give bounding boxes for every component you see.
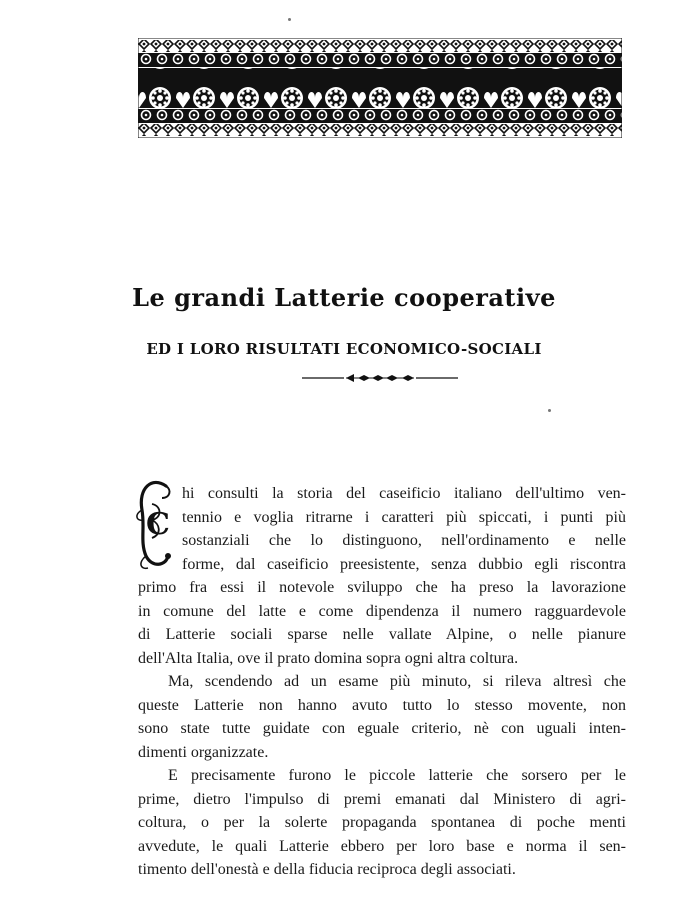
print-speck [288,18,291,21]
article-body [138,482,626,882]
print-speck [548,409,551,412]
body-line: primo fra essi il notevole sviluppo che ha preso la lavorazione [138,579,626,596]
body-line: in comune del latte e come dipendenza il numero ragguardevole [138,602,626,620]
body-line: coltura, o per la solerte propaganda spontanea di poche menti [138,814,626,831]
body-line: Ma, scendendo ad un esame più minuto, si rileva altresì che [168,673,626,690]
body-line: queste Latterie non hanno avuto tutto lo stesso movente, non [138,696,626,714]
title-divider-ornament [302,370,458,384]
body-line: sostanziali che lo distinguono, nell'ordinamento e nelle [182,532,626,549]
decorative-ornament-band [138,38,622,138]
body-line: hi consulti la storia del caseificio italiano dell'ultimo ven- [182,485,626,502]
drop-cap-c [132,470,178,574]
body-line: tennio e voglia ritrarne i caratteri più spiccati, i punti più [182,508,626,526]
paragraph-2 [138,670,626,764]
article-title: Le grandi Latterie cooperative [132,283,556,312]
body-line: prime, dietro l'impulso di premi emanati dal Ministero di agri- [138,790,626,808]
body-line: E precisamente furono le piccole latterie che sorsero per le [168,767,626,784]
body-line: dimenti organizzate. [138,743,269,761]
body-line: avvedute, le quali Latterie ebbero per loro base e norma il sen- [138,837,626,855]
body-line: sono state tutte guidate con eguale criterio, nè con uguali inten- [138,720,626,737]
paragraph-3 [138,764,626,882]
body-line: dell'Alta Italia, ove il prato domina sopra ogni altra coltura. [138,649,519,667]
article-subtitle: ED I LORO RISULTATI ECONOMICO-SOCIALI [146,340,542,358]
drop-cap-letter: C [146,507,170,542]
body-line: forme, dal caseificio preesistente, senza dubbio egli riscontra [182,555,626,573]
paragraph-1 [138,482,626,670]
body-line: timento dell'onestà e della fiducia reciproca degli associati. [138,861,516,878]
body-line: di Latterie sociali sparse nelle vallate Alpine, o nelle pianure [138,626,626,643]
